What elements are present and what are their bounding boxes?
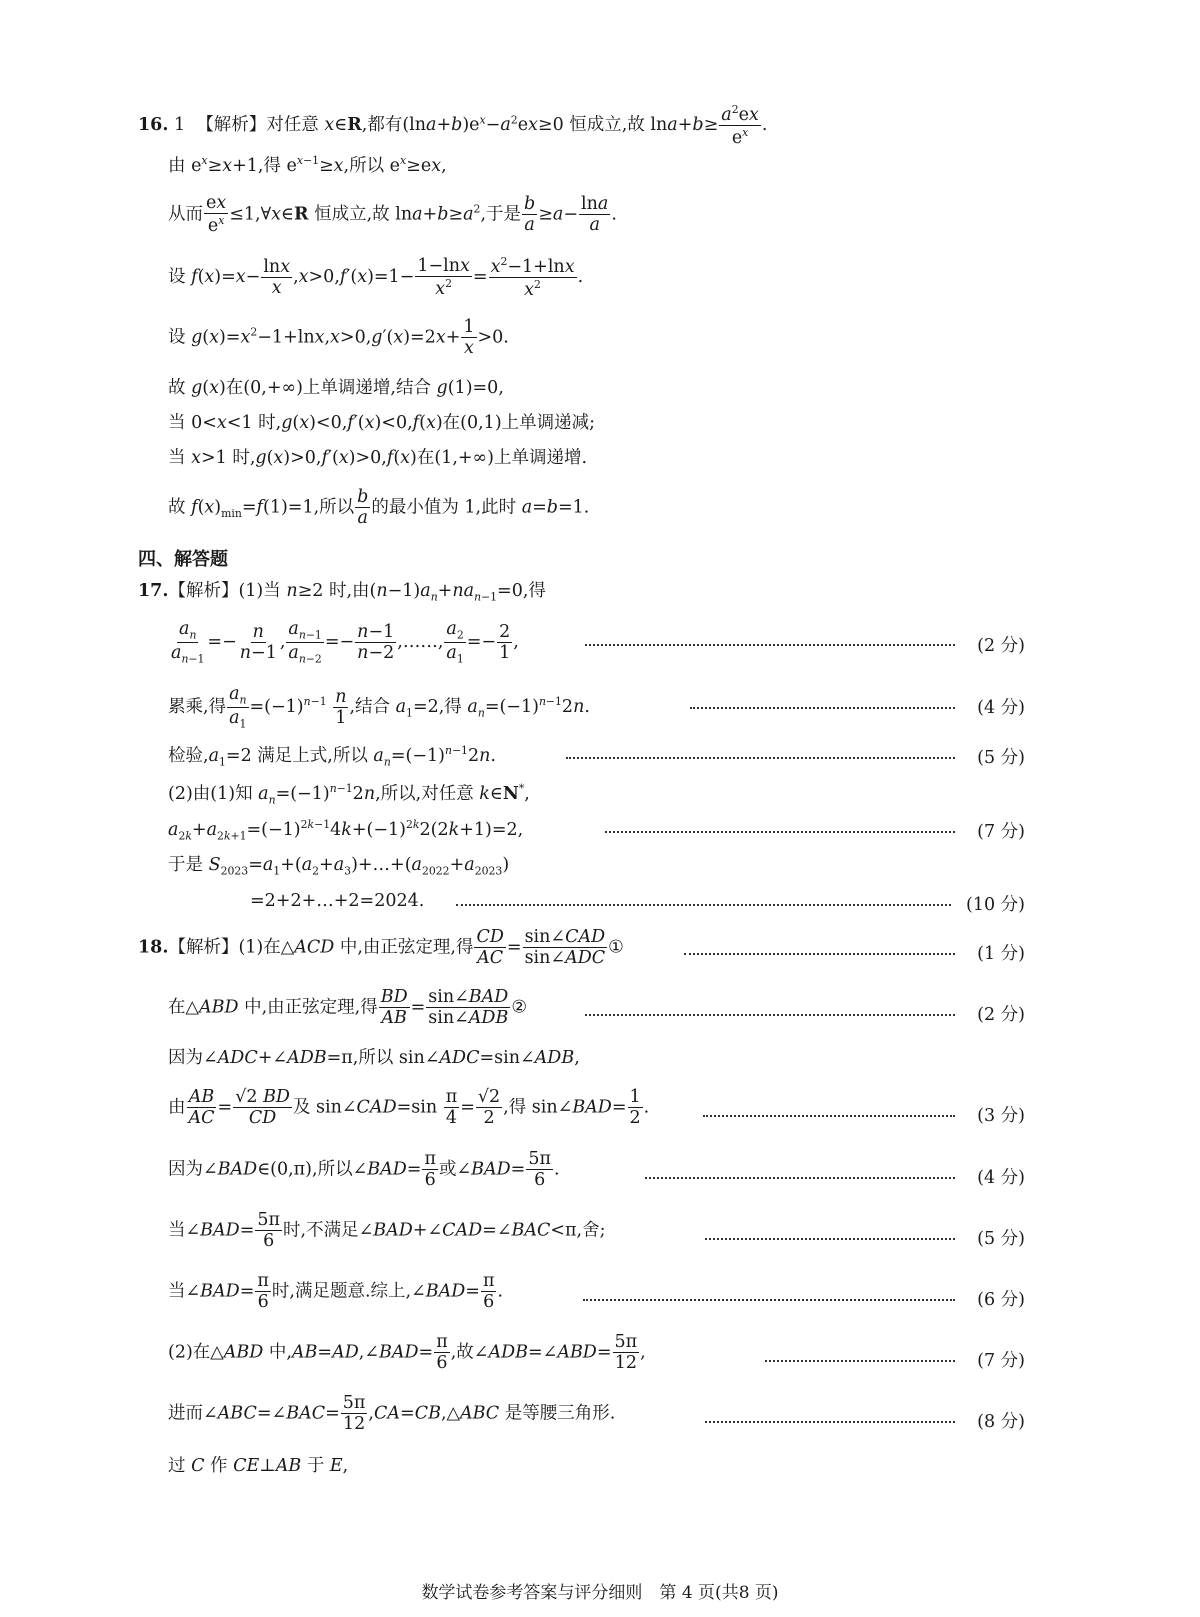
score-label: (5 分) (977, 748, 1025, 768)
problem18-line-3: 因为∠ADC+∠ADB=π,所以 sin∠ADC=sin∠ADB, (168, 1048, 580, 1068)
section-title: 四、解答题 (138, 549, 228, 570)
leader-dots (585, 1014, 955, 1016)
problem17-tag: 【解析】 (168, 581, 239, 601)
problem17-line-4: 检验$,a_1=2$ 满足上式,所以 $a_n=(-1)^{n-1}2n$. (168, 744, 496, 769)
score-label: (1 分) (977, 944, 1025, 964)
leader-dots (765, 1360, 955, 1362)
leader-dots (690, 707, 955, 709)
leader-dots (684, 953, 955, 955)
score-label: (2 分) (977, 636, 1025, 656)
problem16-line-9: 故 $f(x)_{min}=f(1)=1$,所以 $\frac{b}{a}$ 的最小值为 1,此时 a=b=1. (168, 487, 590, 529)
score-label: (3 分) (977, 1106, 1025, 1126)
score-label: (4 分) (977, 1168, 1025, 1188)
leader-dots (583, 1299, 955, 1301)
problem18-line-7: 当∠BAD= $\frac{\pi}{6}$ 时,满足题意.综上,∠BAD= $\frac{\pi}{6}$ . (168, 1271, 504, 1313)
problem17-line-7: 于是 $S_{2023}=a_1+(a_2+a_3)+\dots+(a_{2022}+a_{2023})$ (168, 855, 510, 878)
score-label: (4 分) (977, 698, 1025, 718)
problem18-line-5: 因为∠BAD∈(0,π),所以∠BAD= $\frac{\pi}{6}$ 或∠BAD= $\frac{5\pi}{6}$ . (168, 1149, 560, 1191)
score-label: (10 分) (966, 895, 1025, 915)
score-label: (7 分) (977, 822, 1025, 842)
problem16-line-4: 设 f(x)=x− $\frac{\ln x}{x}$ ,x>0,f′(x)=1− $\frac{1-\ln x}{x^2}$ = $\frac{x^2-1+\ln x}{x^2}$ . (168, 255, 584, 301)
problem17-line-2: $\frac{a_n}{a_{n-1}}$ =− $\frac{n}{n-1}$ , $\frac{a_{n-1}}{a_{n-2}}$ =− $\frac{n-1}{n-2}$ ,……, $\frac{a_2}{a_1}$ =− $\frac{2}{1}$ , (171, 619, 519, 666)
problem18-line-6: 当∠BAD= $\frac{5\pi}{6}$ 时,不满足∠BAD+∠CAD=∠BAC<π,舍; (168, 1210, 606, 1252)
problem16-line-2: 由 $e^x\ge x+1$,得 $e^{x-1}\ge x$,所以 $e^x\ge ex$, (168, 154, 447, 176)
problem16-line-7: 当 0<x<1 时,g(x)<0,f′(x)<0,f(x)在(0,1)上单调递减; (168, 413, 596, 433)
problem17-line-1: 17.【解析】(1)当 n≥2 时,由$(n-1)a_n+na_{n-1}=0$,得 (138, 581, 546, 604)
score-label: (6 分) (977, 1290, 1025, 1310)
problem18-number: 18. (138, 937, 169, 958)
problem17-line-6: $a_{2k}+a_{2k+1}=(-1)^{2k-1}4k+(-1)^{2k}2(2k+1)=2$, (168, 818, 524, 843)
problem16-line-8: 当 x>1 时,g(x)>0,f′(x)>0,f(x)在(1,+∞)上单调递增. (168, 448, 588, 468)
problem18-line-1: 18.【解析】(1)在△ACD 中,由正弦定理,得 $\frac{CD}{AC}$ = sin∠CAD sin∠ADC ① (138, 927, 624, 969)
problem16-line-6: 故 g(x)在(0,+∞)上单调递增,结合 g(1)=0, (168, 378, 504, 398)
problem16-line-1: 16. 1 【解析】对任意 x∈R,都有$(\ln a+b)e^x-a^2ex\ge 0$ 恒成立,故 lna+b≥ $\frac{a^2ex}{e^x}$ . (138, 103, 768, 149)
leader-dots (705, 1238, 955, 1240)
problem16-answer: 1 (174, 115, 186, 136)
problem16-line-3: 从而 $\frac{ex}{e^x}$ ≤1,∀x∈R 恒成立,故 $\ln a+b\ge a^2$,于是 $\frac{b}{a}$ ≥a− $\frac{\ln a}{a}$ . (168, 193, 617, 237)
problem18-line-4: 由 $\frac{AB}{AC}$ = $\frac{√2 BD}{CD}$ 及 sin∠CAD=sin $\frac{\pi}{4}$ = $\frac{√2}{2}$ ,得 sin∠BAD= $\frac{1}{2}$ . (168, 1087, 650, 1129)
score-label: (5 分) (977, 1229, 1025, 1249)
leader-dots (585, 644, 955, 646)
leader-dots (645, 1177, 955, 1179)
leader-dots (456, 904, 951, 906)
problem17-line-8: =2+2+…+2=2024. (250, 891, 425, 911)
score-label: (7 分) (977, 1351, 1025, 1371)
problem16-line-5: 设 $g(x)=x^2-1+\ln x,x>0,g'(x)=2x+$ $\frac{1}{x}$ >0. (168, 317, 509, 359)
score-label: (8 分) (977, 1412, 1025, 1432)
page-footer: 数学试卷参考答案与评分细则 第 4 页(共8 页) (421, 1583, 779, 1603)
problem18-line-10: 过 C 作 CE⊥AB 于 E, (168, 1456, 349, 1476)
leader-dots (705, 1421, 955, 1423)
problem18-line-9: 进而∠ABC=∠BAC= $\frac{5\pi}{12}$ ,CA=CB,△ABC 是等腰三角形. (168, 1393, 616, 1435)
problem18-line-8: (2)在△ABD 中,AB=AD,∠BAD= $\frac{\pi}{6}$ ,故∠ADB=∠ABD= $\frac{5\pi}{12}$ , (168, 1332, 646, 1374)
score-label: (2 分) (977, 1005, 1025, 1025)
leader-dots (703, 1115, 955, 1117)
leader-dots (566, 757, 955, 759)
problem18-tag: 【解析】 (168, 937, 239, 958)
problem17-number: 17. (138, 581, 169, 601)
problem16-tag: 【解析】 (196, 115, 267, 136)
problem17-line-5: (2)由(1)知 $a_n=(-1)^{n-1}2n$,所以,对任意 k∈N*, (168, 782, 530, 807)
problem16-number: 16. (138, 115, 169, 136)
problem17-line-3: 累乘,得 $\frac{a_n}{a_1}$ $=(-1)^{n-1}$ $\frac{n}{1}$ ,结合 $a_1=2$,得 $a_n=(-1)^{n-1}2n$. (168, 684, 590, 731)
leader-dots (605, 831, 955, 833)
problem18-line-2: 在△ABD 中,由正弦定理,得 $\frac{BD}{AB}$ = sin∠BAD sin∠ADB ② (168, 987, 528, 1029)
